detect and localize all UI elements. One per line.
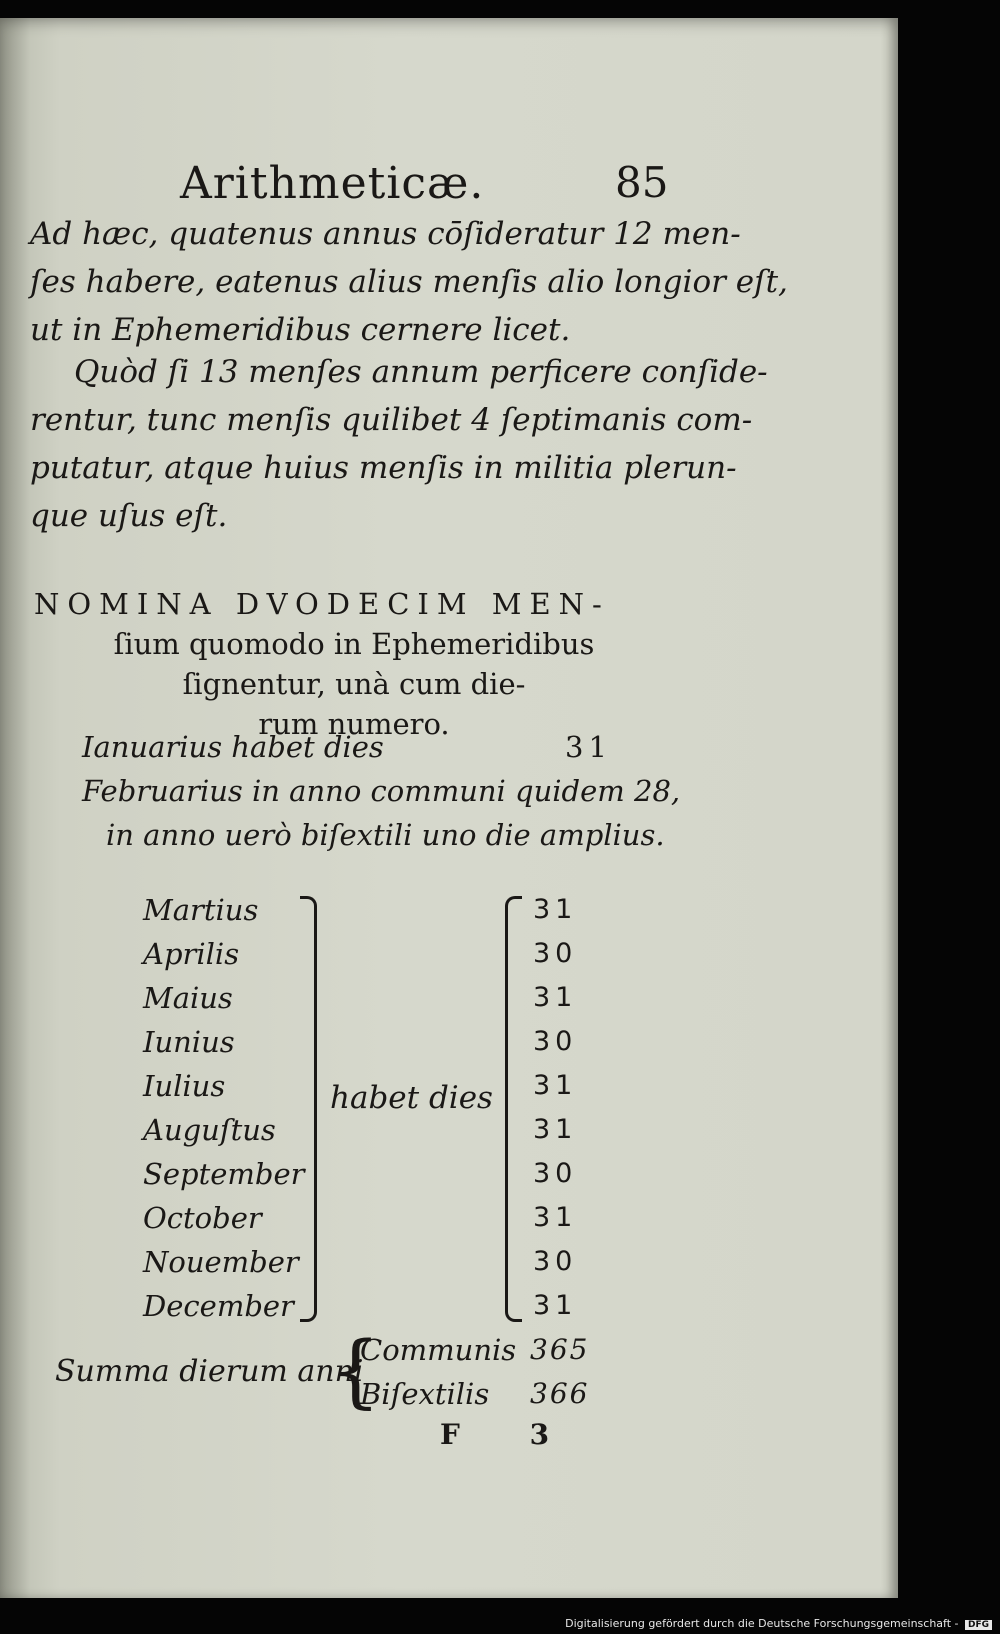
- paragraph-2-line: que uſus eſt.: [30, 498, 228, 534]
- page-number: 85: [615, 158, 669, 207]
- paragraph-2-line: rentur, tunc menſis quilibet 4 ſeptimanis com-: [30, 402, 753, 438]
- paragraph-1-line: ſes habere, eatenus alius menſis alio longior eſt,: [30, 264, 788, 300]
- february-line-1: Februarius in anno communi quidem 28,: [82, 774, 681, 808]
- summa-types: [360, 1328, 516, 1416]
- heading-line: NOMINA DVODECIM MEN-: [34, 587, 610, 621]
- summa-value: 366: [530, 1377, 590, 1410]
- signature-mark: F 3: [440, 1418, 580, 1451]
- summa-label: Summa dierum anni: [55, 1354, 364, 1389]
- book-page: [0, 18, 898, 1598]
- february-line-2: in anno uerò biſextili uno die amplius.: [106, 818, 665, 852]
- january-line: Ianuarius habet dies: [82, 730, 384, 764]
- day-count: 30: [533, 1246, 578, 1277]
- paragraph-2-line: Quòd ſi 13 menſes annum perficere conſide-: [74, 354, 768, 390]
- summa-brace: {: [330, 1324, 381, 1417]
- paragraph-2: [30, 348, 768, 540]
- month-name: October: [143, 1201, 262, 1235]
- days-list: [533, 888, 577, 1328]
- digitization-credit: [565, 1617, 992, 1630]
- paragraph-1-line: ut in Ephemeridibus cernere licet.: [30, 312, 571, 348]
- habet-dies-label: habet dies: [330, 1080, 493, 1116]
- running-title: Arithmeticæ.: [180, 158, 485, 209]
- heading-line: ſignentur, unà cum die-: [182, 667, 526, 701]
- summa-value: 365: [530, 1333, 590, 1366]
- left-bracket: [300, 896, 317, 1322]
- day-count: 31: [533, 894, 578, 925]
- month-name: Iunius: [143, 1025, 235, 1059]
- day-count: 30: [533, 1158, 578, 1189]
- right-bracket: [505, 896, 522, 1322]
- day-count: 31: [533, 982, 578, 1013]
- summa-type: Communis: [360, 1333, 517, 1367]
- month-name: Auguſtus: [143, 1113, 276, 1147]
- month-name: Iulius: [143, 1069, 226, 1103]
- day-count: 31: [533, 1290, 578, 1321]
- dfg-logo: DFG: [965, 1620, 992, 1630]
- day-count: 31: [533, 1202, 578, 1233]
- month-name: Maius: [143, 981, 233, 1015]
- paragraph-1: [30, 210, 788, 354]
- summa-type: Biſextilis: [360, 1377, 490, 1411]
- summa-values: [530, 1328, 589, 1416]
- paragraph-2-line: putatur, atque huius menſis in militia plerun-: [30, 450, 737, 486]
- month-list: [143, 888, 305, 1328]
- heading-line: ſium quomodo in Ephemeridibus: [113, 627, 595, 661]
- day-count: 31: [533, 1114, 578, 1145]
- january-days: 31: [565, 730, 612, 764]
- day-count: 30: [533, 1026, 578, 1057]
- month-name: December: [143, 1289, 294, 1323]
- month-name: Martius: [143, 893, 259, 927]
- credit-text: Digitalisierung gefördert durch die Deutsche Forschungsgemeinschaft -: [565, 1617, 959, 1630]
- month-name: Nouember: [143, 1245, 299, 1279]
- day-count: 31: [533, 1070, 578, 1101]
- month-name: September: [143, 1157, 305, 1191]
- paragraph-1-line: Ad hæc, quatenus annus cōſideratur 12 men-: [30, 216, 741, 252]
- month-name: Aprilis: [143, 937, 240, 971]
- heading-line: rum numero.: [258, 707, 450, 741]
- day-count: 30: [533, 938, 578, 969]
- section-heading: [34, 584, 674, 744]
